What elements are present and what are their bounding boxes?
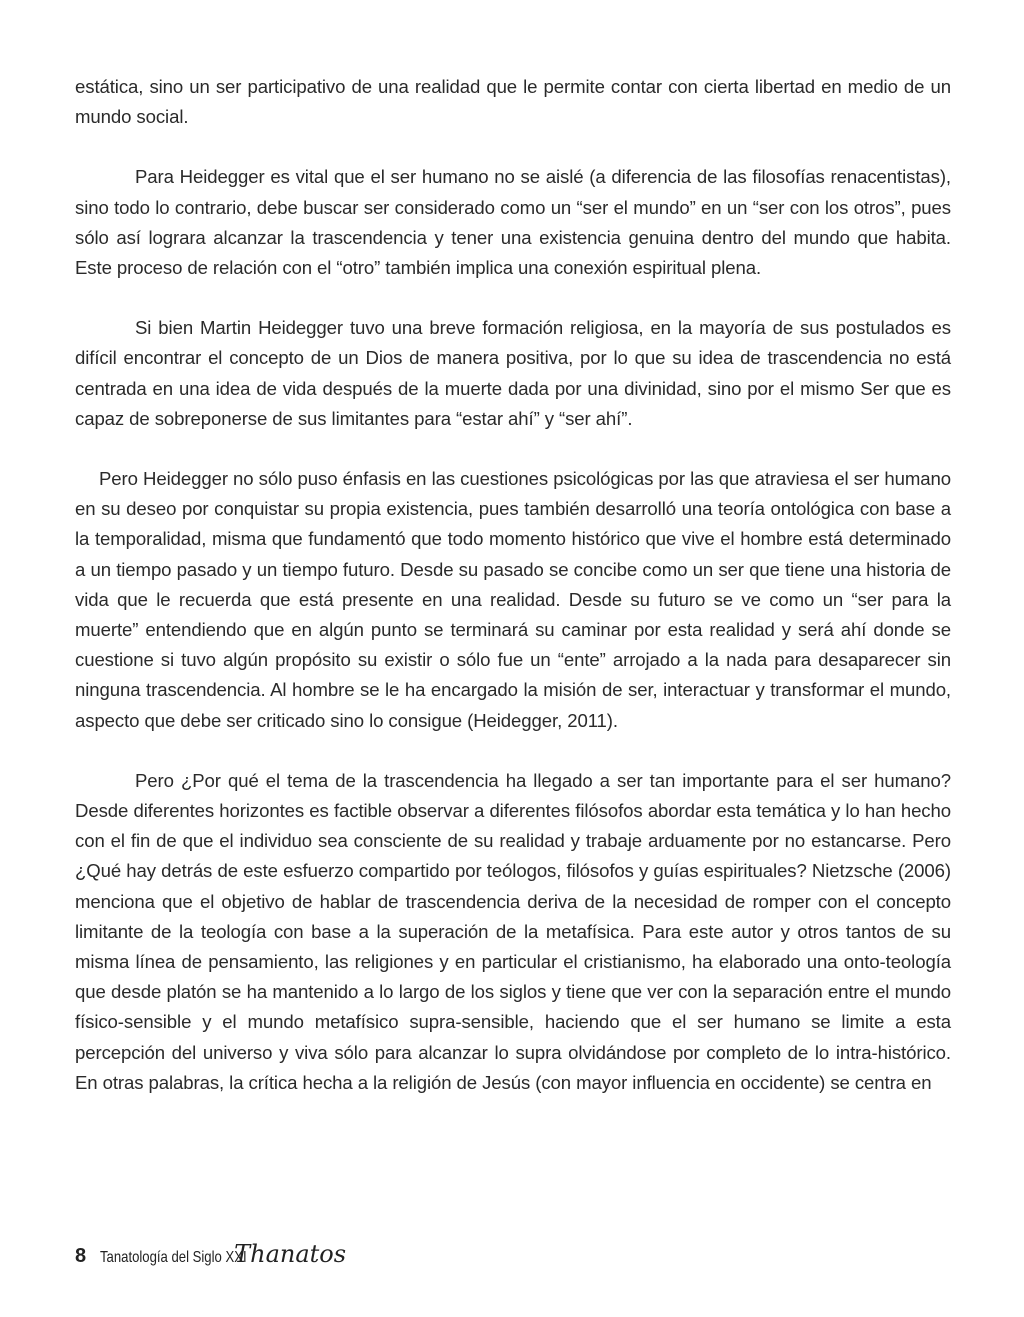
thanatos-logo: Thanatos <box>234 1240 347 1268</box>
page-body <box>75 72 951 1128</box>
paragraph-formacion-religiosa: Si bien Martin Heidegger tuvo una breve formación religiosa, en la mayoría de sus postulados es difícil encontrar el concepto de un Dios de manera positiva, por lo que su idea de trascendencia no está centrada en una idea de vida después de la muerte dada por una divinidad, sino por el mismo Ser que es capaz de sobreponerse de sus limitantes para “estar ahí” y “ser ahí”. <box>75 317 951 429</box>
paragraph-heidegger-ser-con-otros: Para Heidegger es vital que el ser humano no se aislé (a diferencia de las filosofías renacentistas), sino todo lo contrario, debe buscar ser considerado como un “ser el mundo” en un “ser con los otros”, pues sólo así lograra alcanzar la trascendencia y tener una existencia genuina dentro del mundo que habita. Este proceso de relación con el “otro” también implica una conexión espiritual plena. <box>75 166 951 279</box>
journal-title: Tanatología del Siglo XXI <box>100 1249 247 1266</box>
paragraph-continuation: estática, sino un ser participativo de una realidad que le permite contar con cierta libertad en medio de un mundo social. <box>75 76 951 128</box>
page-footer <box>75 1240 346 1280</box>
paragraph-trascendencia: Pero ¿Por qué el tema de la trascendencia ha llegado a ser tan importante para el ser humano? Desde diferentes horizontes es factible observar a diferentes filósofos abordar esta temática y lo han hecho con el fin de que el individuo sea consciente de su realidad y trabaje arduamente por no estancarse. Pero ¿Qué hay detrás de este esfuerzo compartido por teólogos, filósofos y guías espirituales? Nietzsche (2006) menciona que el objetivo de hablar de trascendencia deriva de la necesidad de romper con el concepto limitante de la teología con base a la superación de la metafísica. Para este autor y otros tantos de su misma línea de pensamiento, las religiones y en particular el cristianismo, ha elaborado una onto-teología que desde platón se ha mantenido a lo largo de los siglos y tiene que ver con la separación entre el mundo físico-sensible y el mundo metafísico supra-sensible, haciendo que el ser humano se limite a esta percepción del universo y viva sólo para alcanzar lo supra olvidándose por completo de lo intra-histórico. En otras palabras, la crítica hecha a la religión de Jesús (con mayor influencia en occidente) se centra en <box>75 769 951 1093</box>
page-number: 8 <box>75 1245 87 1267</box>
paragraph-temporalidad: Pero Heidegger no sólo puso énfasis en las cuestiones psicológicas por las que atraviesa el ser humano en su deseo por conquistar su propia existencia, pues también desarrolló una teoría ontológica con base a la temporalidad, misma que fundamentó que todo momento histórico que vive el hombre está determinado a un tiempo pasado y un tiempo futuro. Desde su pasado se concibe como un ser que tiene una historia de vida que le recuerda que está presente en una realidad. Desde su futuro se ve como un “ser para la muerte” entendiendo que en algún punto se terminará su caminar por esta realidad y será ahí donde se cuestione si tuvo algún propósito su existir o sólo fue un “ente” arrojado a la nada para desaparecer sin ninguna trascendencia. Al hombre se le ha encargado la misión de ser, interactuar y transformar el mundo, aspecto que debe ser criticado sino lo consigue (Heidegger, 2011). <box>75 468 951 731</box>
